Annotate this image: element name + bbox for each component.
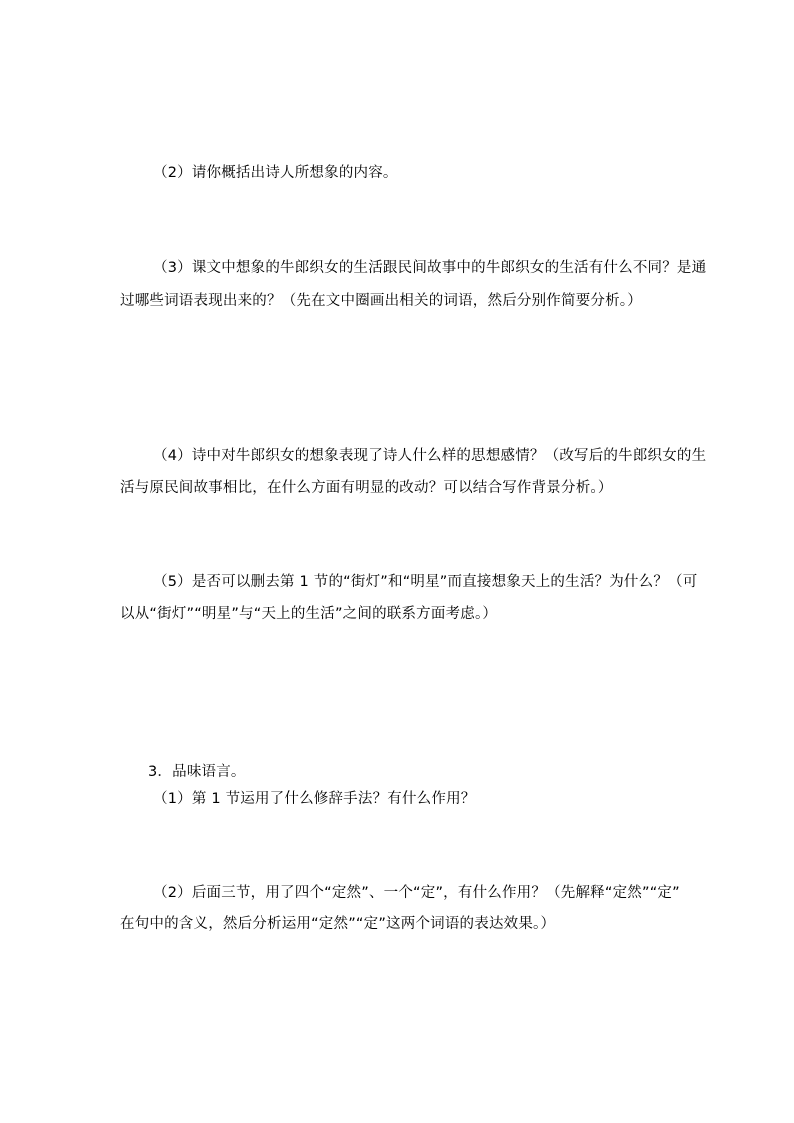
question-4-text-line-2: 活与原民间故事相比，在什么方面有明显的改动？可以结合写作背景分析。） xyxy=(120,480,613,496)
section-3-question-2-text-line-1: （2）后面三节，用了四个“定然”、一个“定”，有什么作用？（先解释“定然”“定” xyxy=(153,885,680,901)
question-3-text-line-2: 过哪些词语表现出来的？（先在文中圈画出相关的词语，然后分别作简要分析。） xyxy=(120,293,642,309)
section-3-question-2-text-line-2: 在句中的含义，然后分析运用“定然”“定”这两个词语的表达效果。） xyxy=(120,916,556,932)
section-3-question-1-text: （1）第 1 节运用了什么修辞手法？有什么作用？ xyxy=(153,791,476,807)
question-4-text-line-1: （4）诗中对牛郎织女的想象表现了诗人什么样的思想感情？（改写后的牛郎织女的生 xyxy=(153,448,707,464)
question-5-text-line-1: （5）是否可以删去第 1 节的“街灯”和“明星”而直接想象天上的生活？为什么？（可 xyxy=(153,574,698,590)
question-5-text-line-2: 以从“街灯”“明星”与“天上的生活”之间的联系方面考虑。） xyxy=(120,606,498,622)
question-2-text: （2）请你概括出诗人所想象的内容。 xyxy=(153,165,398,181)
question-3-text-line-1: （3）课文中想象的牛郎织女的生活跟民间故事中的牛郎织女的生活有什么不同？是通 xyxy=(153,260,707,276)
section-3-heading: 3．品味语言。 xyxy=(148,764,246,780)
